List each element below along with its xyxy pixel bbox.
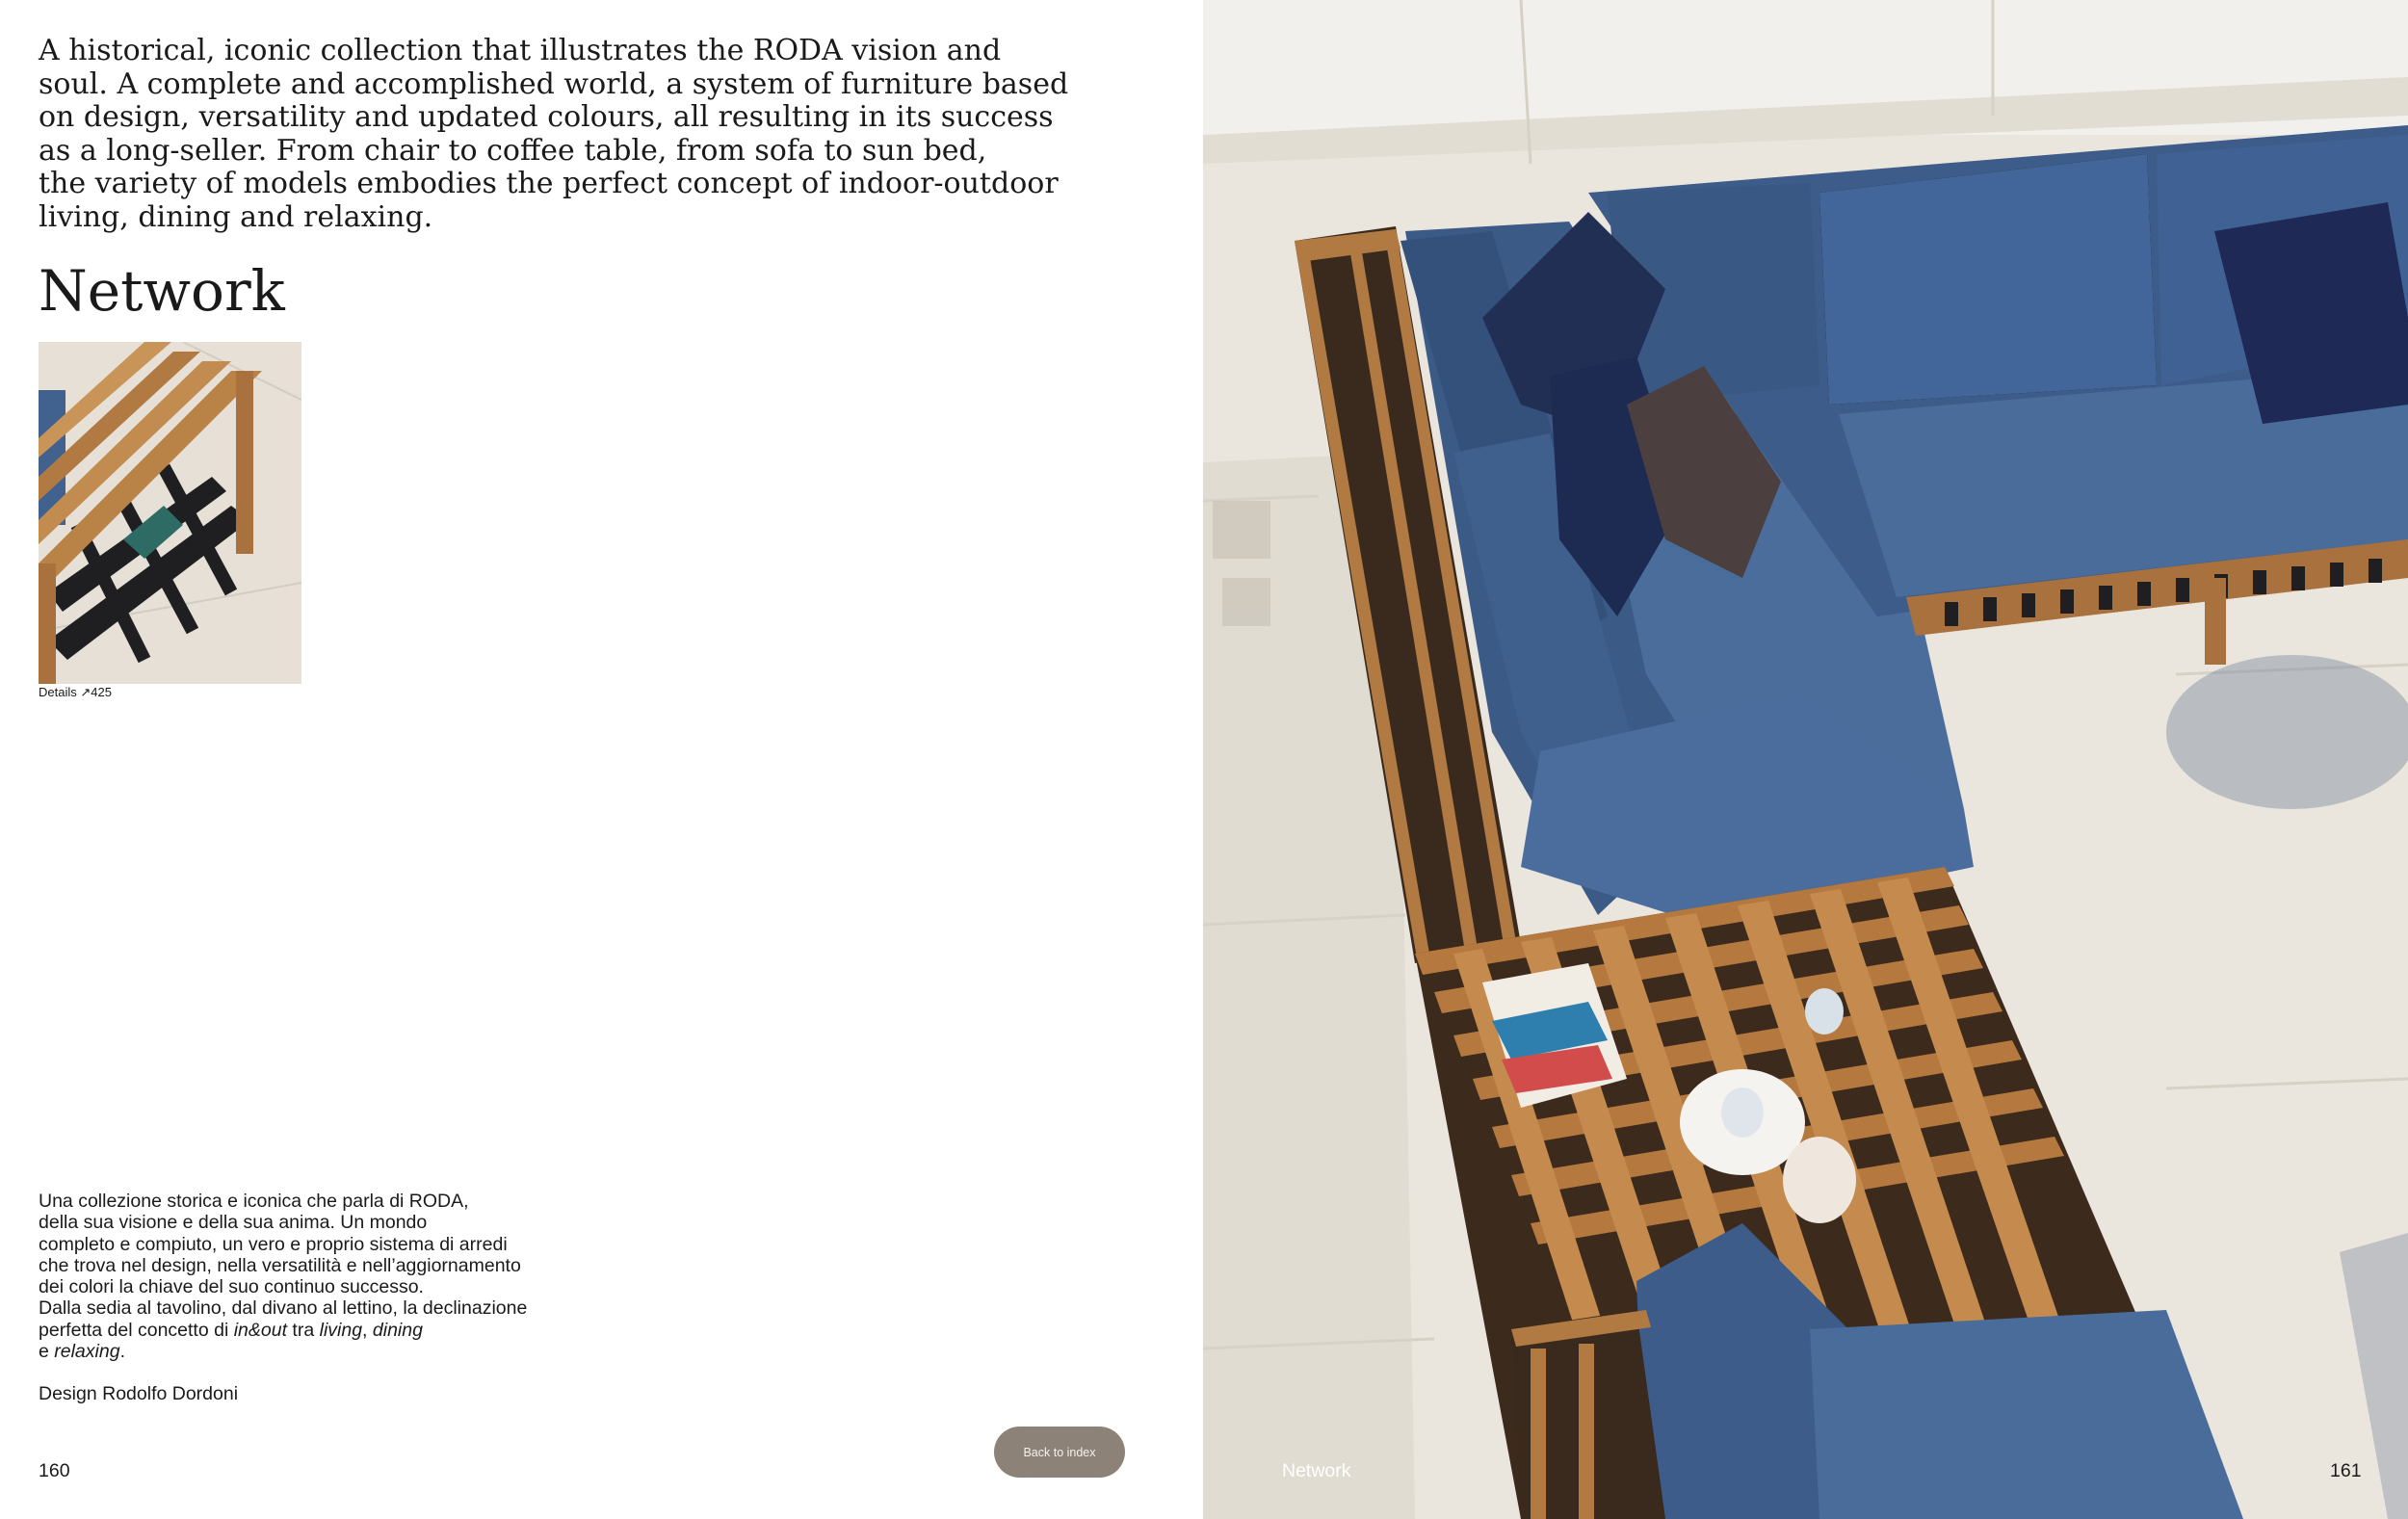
right-page-number: 161 <box>2330 1460 2362 1481</box>
sofa-photo <box>1203 0 2408 1519</box>
designer-credit: Design Rodolfo Dordoni <box>39 1383 239 1404</box>
italian-fragment: e <box>39 1341 55 1363</box>
italian-line: Una collezione storica e iconica che parla di RODA, <box>39 1191 469 1212</box>
arrow-up-right-icon: ↗ <box>80 685 92 699</box>
details-label: Details <box>39 685 77 699</box>
left-page-number: 160 <box>39 1460 70 1481</box>
italian-line: della sua visione e della sua anima. Un mondo <box>39 1212 428 1234</box>
left-page <box>0 0 1203 1519</box>
italian-line: Dalla sedia al tavolino, dal divano al lettino, la declinazione <box>39 1297 528 1320</box>
italian-line: completo e compiuto, un vero e proprio sistema di arredi <box>39 1233 508 1255</box>
back-to-index-button[interactable]: Back to index <box>994 1427 1125 1478</box>
collection-title: Network <box>39 258 285 324</box>
italic-term: dining <box>372 1319 423 1341</box>
italic-term: living <box>319 1319 363 1341</box>
thumbnail-caption[interactable] <box>39 685 112 700</box>
photo-caption-label: Network <box>1282 1460 1351 1481</box>
italian-description <box>39 1191 578 1362</box>
right-page-photo <box>1203 0 2408 1519</box>
italian-fragment: , <box>362 1319 373 1341</box>
detail-thumbnail[interactable] <box>39 342 301 684</box>
italian-line: che trova nel design, nella versatilità e nell’aggiornamento <box>39 1254 521 1276</box>
intro-paragraph: A historical, iconic collection that illustrates the RODA vision and soul. A complete and accomplished world, a system of furniture based on design, versatility and updated colours, all resulting in its success as a long-seller. From chair to coffee table, from sofa to sun bed, the variety of models embodies the perfect concept of indoor-outdoor living, dining and relaxing. <box>39 34 1069 234</box>
italian-line: dei colori la chiave del suo continuo successo. <box>39 1276 424 1298</box>
italian-line: perfetta del concetto di <box>39 1319 234 1341</box>
italian-fragment: tra <box>287 1319 320 1341</box>
italic-term: in&out <box>233 1319 288 1341</box>
italic-term: relaxing <box>54 1341 120 1363</box>
details-page-ref: 425 <box>91 685 112 699</box>
italian-fragment: . <box>119 1341 125 1363</box>
